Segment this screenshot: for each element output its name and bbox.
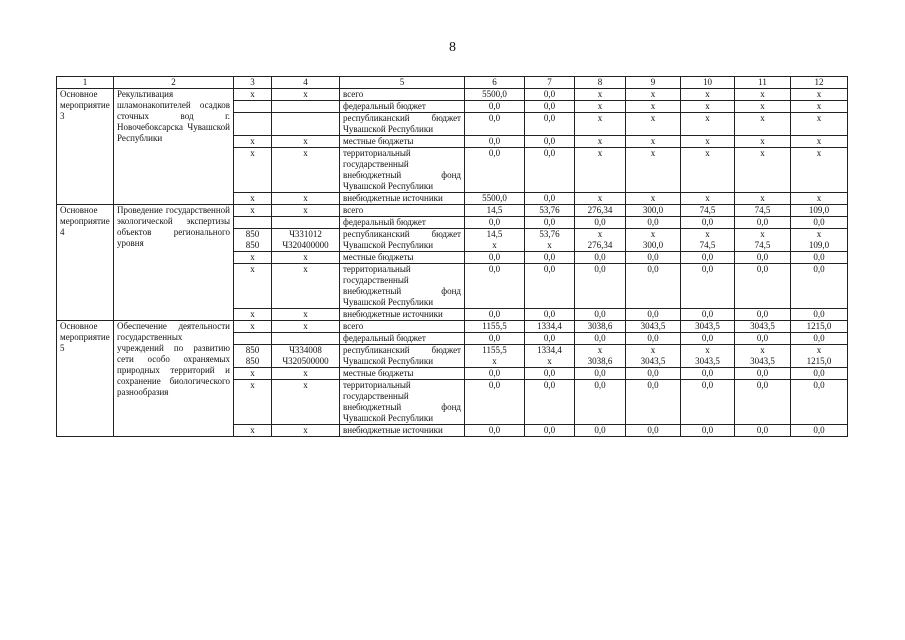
amount-cell: 0,0 xyxy=(735,264,791,309)
funding-source: республиканский бюджет Чувашской Республики xyxy=(340,113,465,136)
column-header: 6 xyxy=(465,77,525,89)
amount-cell: 1215,0 xyxy=(791,321,848,333)
amount-cell xyxy=(735,345,791,368)
cell-line: x xyxy=(492,240,497,250)
amount-cell: 0,0 xyxy=(735,217,791,229)
cell-line: 3038,6 xyxy=(587,356,613,366)
executor-code xyxy=(234,101,272,113)
funding-source: всего xyxy=(340,89,465,101)
event-description: Обеспечение деятельности государственных учреждений по развитию сети особо охраняемых природных территорий и сохранение биологического разнообразия xyxy=(114,321,234,437)
cell-line: 850 xyxy=(245,240,260,250)
cell-line: 3043,5 xyxy=(695,356,720,366)
amount-cell: 300,0 xyxy=(626,205,681,217)
amount-cell: x xyxy=(626,136,681,148)
amount-cell xyxy=(791,345,848,368)
amount-cell: x xyxy=(791,101,848,113)
amount-cell: 0,0 xyxy=(626,252,681,264)
budget-code: x xyxy=(272,193,340,205)
amount-cell: x xyxy=(735,101,791,113)
amount-cell: 0,0 xyxy=(626,309,681,321)
amount-cell: 0,0 xyxy=(525,309,575,321)
amount-cell: 0,0 xyxy=(791,264,848,309)
amount-cell: 0,0 xyxy=(465,217,525,229)
amount-cell: 0,0 xyxy=(575,264,626,309)
budget-code: x xyxy=(272,380,340,425)
cell-line: 1155,5 xyxy=(482,345,507,355)
amount-cell: 3038,6 xyxy=(575,321,626,333)
funding-source: республиканский бюджет Чувашской Республики xyxy=(340,345,465,368)
executor-code xyxy=(234,229,272,252)
funding-source: федеральный бюджет xyxy=(340,217,465,229)
amount-cell: x xyxy=(735,113,791,136)
executor-code: x xyxy=(234,148,272,193)
cell-line: 3043,5 xyxy=(640,356,666,366)
amount-cell: 0,0 xyxy=(681,368,735,380)
amount-cell: 0,0 xyxy=(525,368,575,380)
column-header: 5 xyxy=(340,77,465,89)
cell-line: Ч331012 xyxy=(289,229,322,239)
amount-cell: x xyxy=(681,113,735,136)
budget-code xyxy=(272,101,340,113)
amount-cell: 0,0 xyxy=(465,333,525,345)
amount-cell: 0,0 xyxy=(525,264,575,309)
budget-code: x xyxy=(272,321,340,333)
amount-cell: 0,0 xyxy=(735,380,791,425)
funding-source: местные бюджеты xyxy=(340,136,465,148)
budget-code: x xyxy=(272,309,340,321)
funding-source: местные бюджеты xyxy=(340,252,465,264)
budget-code xyxy=(272,229,340,252)
amount-cell: 0,0 xyxy=(681,333,735,345)
header-row xyxy=(57,77,848,89)
amount-cell xyxy=(735,229,791,252)
cell-line: x xyxy=(760,345,765,355)
cell-line: 14,5 xyxy=(486,229,503,239)
amount-cell: 0,0 xyxy=(575,252,626,264)
budget-code xyxy=(272,113,340,136)
amount-cell: 74,5 xyxy=(735,205,791,217)
amount-cell: x xyxy=(735,148,791,193)
amount-cell: x xyxy=(575,136,626,148)
cell-line: x xyxy=(705,229,710,239)
cell-line: Ч320400000 xyxy=(282,240,329,250)
amount-cell: 0,0 xyxy=(681,252,735,264)
amount-cell: 1334,4 xyxy=(525,321,575,333)
amount-cell: 0,0 xyxy=(626,264,681,309)
budget-code xyxy=(272,345,340,368)
amount-cell: 0,0 xyxy=(735,309,791,321)
page-number: 8 xyxy=(449,40,456,55)
cell-line: x xyxy=(597,345,603,355)
cell-line: 74,5 xyxy=(754,240,771,250)
executor-code: x xyxy=(234,425,272,437)
amount-cell: 5500,0 xyxy=(465,193,525,205)
amount-cell: 0,0 xyxy=(735,425,791,437)
amount-cell: 0,0 xyxy=(626,380,681,425)
budget-code: x xyxy=(272,425,340,437)
budget-code: x xyxy=(272,368,340,380)
cell-line: x xyxy=(547,240,552,250)
amount-cell: 0,0 xyxy=(525,193,575,205)
column-header: 1 xyxy=(57,77,114,89)
amount-cell: x xyxy=(791,193,848,205)
amount-cell: 0,0 xyxy=(791,309,848,321)
table-row xyxy=(57,89,848,101)
amount-cell: x xyxy=(575,148,626,193)
budget-code: x xyxy=(272,136,340,148)
amount-cell: 0,0 xyxy=(525,101,575,113)
funding-source: внебюджетные источники xyxy=(340,309,465,321)
funding-source: всего xyxy=(340,321,465,333)
amount-cell: x xyxy=(791,136,848,148)
amount-cell xyxy=(681,345,735,368)
amount-cell: x xyxy=(681,89,735,101)
amount-cell: 0,0 xyxy=(681,217,735,229)
amount-cell: 0,0 xyxy=(465,309,525,321)
executor-code: x xyxy=(234,368,272,380)
funding-table xyxy=(56,76,848,437)
amount-cell: 0,0 xyxy=(575,333,626,345)
amount-cell: x xyxy=(791,148,848,193)
amount-cell: x xyxy=(626,113,681,136)
amount-cell: x xyxy=(791,89,848,101)
event-name: Основное мероприятие 5 xyxy=(57,321,114,437)
column-header: 12 xyxy=(791,77,848,89)
cell-line: x xyxy=(650,345,656,355)
event-name: Основное мероприятие 4 xyxy=(57,205,114,321)
budget-code: x xyxy=(272,205,340,217)
funding-source: федеральный бюджет xyxy=(340,101,465,113)
executor-code xyxy=(234,345,272,368)
amount-cell: 0,0 xyxy=(465,368,525,380)
budget-code: x xyxy=(272,89,340,101)
funding-source: местные бюджеты xyxy=(340,368,465,380)
amount-cell: x xyxy=(575,193,626,205)
executor-code xyxy=(234,333,272,345)
amount-cell: 0,0 xyxy=(465,101,525,113)
amount-cell: x xyxy=(681,101,735,113)
amount-cell: 0,0 xyxy=(791,368,848,380)
amount-cell: 0,0 xyxy=(735,252,791,264)
amount-cell: 0,0 xyxy=(575,425,626,437)
amount-cell: 0,0 xyxy=(575,380,626,425)
amount-cell: 0,0 xyxy=(525,380,575,425)
amount-cell: 0,0 xyxy=(626,425,681,437)
amount-cell: 109,0 xyxy=(791,205,848,217)
cell-line: 74,5 xyxy=(699,240,716,250)
column-header: 4 xyxy=(272,77,340,89)
amount-cell: 3043,5 xyxy=(626,321,681,333)
amount-cell: 0,0 xyxy=(525,113,575,136)
amount-cell: x xyxy=(575,101,626,113)
cell-line: Ч320500000 xyxy=(282,356,329,366)
executor-code: x xyxy=(234,309,272,321)
amount-cell xyxy=(626,229,681,252)
cell-line: 850 xyxy=(245,229,260,239)
amount-cell: 0,0 xyxy=(575,309,626,321)
column-header: 10 xyxy=(681,77,735,89)
cell-line: 1215,0 xyxy=(806,356,832,366)
amount-cell: 0,0 xyxy=(791,380,848,425)
amount-cell: 5500,0 xyxy=(465,89,525,101)
cell-line: 276,34 xyxy=(587,240,613,250)
table-row xyxy=(57,321,848,333)
amount-cell: 3043,5 xyxy=(735,321,791,333)
cell-line: x xyxy=(597,229,603,239)
executor-code: x xyxy=(234,89,272,101)
amount-cell: 14,5 xyxy=(465,205,525,217)
amount-cell: 0,0 xyxy=(626,217,681,229)
event-description: Рекультивация шламонакопителей осадков сточных вод г. Новочебоксарска Чувашской Республики xyxy=(114,89,234,205)
amount-cell: 53,76 xyxy=(525,205,575,217)
executor-code xyxy=(234,113,272,136)
amount-cell: 0,0 xyxy=(735,333,791,345)
event-name: Основное мероприятие 3 xyxy=(57,89,114,205)
executor-code: x xyxy=(234,252,272,264)
table-row xyxy=(57,205,848,217)
amount-cell: 0,0 xyxy=(465,425,525,437)
amount-cell: x xyxy=(626,89,681,101)
amount-cell: 0,0 xyxy=(791,217,848,229)
executor-code: x xyxy=(234,136,272,148)
amount-cell: 0,0 xyxy=(791,425,848,437)
amount-cell: 0,0 xyxy=(791,252,848,264)
amount-cell: 1155,5 xyxy=(465,321,525,333)
budget-code: x xyxy=(272,252,340,264)
amount-cell: 0,0 xyxy=(681,425,735,437)
amount-cell: 0,0 xyxy=(465,264,525,309)
amount-cell: x xyxy=(626,101,681,113)
amount-cell: 0,0 xyxy=(791,333,848,345)
amount-cell xyxy=(626,345,681,368)
amount-cell xyxy=(791,229,848,252)
column-header: 7 xyxy=(525,77,575,89)
amount-cell: x xyxy=(735,89,791,101)
column-header: 11 xyxy=(735,77,791,89)
cell-line: 850 xyxy=(245,345,260,355)
amount-cell: 0,0 xyxy=(465,252,525,264)
cell-line: 109,0 xyxy=(808,240,830,250)
budget-code: x xyxy=(272,148,340,193)
executor-code: x xyxy=(234,321,272,333)
amount-cell: x xyxy=(735,136,791,148)
amount-cell: 0,0 xyxy=(525,136,575,148)
amount-cell: x xyxy=(626,148,681,193)
cell-line: 1334,4 xyxy=(537,345,562,355)
cell-line: 850 xyxy=(245,356,260,366)
executor-code: x xyxy=(234,193,272,205)
cell-line: Ч334008 xyxy=(289,345,322,355)
amount-cell: 0,0 xyxy=(681,309,735,321)
funding-source: внебюджетные источники xyxy=(340,193,465,205)
executor-code xyxy=(234,217,272,229)
cell-line: x xyxy=(705,345,710,355)
funding-source: территориальный государственный внебюджетный фонд Чувашской Республики xyxy=(340,380,465,425)
column-header: 3 xyxy=(234,77,272,89)
amount-cell: 0,0 xyxy=(525,425,575,437)
amount-cell: 0,0 xyxy=(525,89,575,101)
budget-code xyxy=(272,217,340,229)
amount-cell: 74,5 xyxy=(681,205,735,217)
amount-cell: x xyxy=(681,148,735,193)
column-header: 9 xyxy=(626,77,681,89)
executor-code: x xyxy=(234,264,272,309)
amount-cell xyxy=(465,229,525,252)
amount-cell: x xyxy=(735,193,791,205)
event-description: Проведение государственной экологической экспертизы объектов регионального уровня xyxy=(114,205,234,321)
amount-cell: x xyxy=(681,193,735,205)
cell-line: x xyxy=(760,229,765,239)
funding-source: федеральный бюджет xyxy=(340,333,465,345)
amount-cell: 0,0 xyxy=(465,380,525,425)
cell-line: 3043,5 xyxy=(750,356,775,366)
executor-code: x xyxy=(234,205,272,217)
amount-cell xyxy=(525,229,575,252)
funding-source: внебюджетные источники xyxy=(340,425,465,437)
amount-cell: 0,0 xyxy=(681,264,735,309)
budget-code xyxy=(272,333,340,345)
amount-cell: 0,0 xyxy=(681,380,735,425)
amount-cell xyxy=(575,229,626,252)
amount-cell: x xyxy=(791,113,848,136)
cell-line: x xyxy=(650,229,656,239)
amount-cell: 0,0 xyxy=(525,148,575,193)
funding-source: территориальный государственный внебюджетный фонд Чувашской Республики xyxy=(340,148,465,193)
amount-cell: 0,0 xyxy=(465,136,525,148)
amount-cell xyxy=(465,345,525,368)
cell-line: 53,76 xyxy=(539,229,560,239)
amount-cell: 0,0 xyxy=(575,368,626,380)
amount-cell: 0,0 xyxy=(626,333,681,345)
amount-cell: 0,0 xyxy=(525,252,575,264)
cell-line: x xyxy=(492,356,497,366)
column-header: 2 xyxy=(114,77,234,89)
cell-line: x xyxy=(816,345,822,355)
cell-line: x xyxy=(816,229,822,239)
executor-code: x xyxy=(234,380,272,425)
amount-cell: 0,0 xyxy=(735,368,791,380)
funding-source: всего xyxy=(340,205,465,217)
amount-cell: 0,0 xyxy=(465,113,525,136)
amount-cell: x xyxy=(626,193,681,205)
amount-cell: 0,0 xyxy=(626,368,681,380)
amount-cell: 0,0 xyxy=(525,333,575,345)
amount-cell xyxy=(575,345,626,368)
funding-source: территориальный государственный внебюджетный фонд Чувашской Республики xyxy=(340,264,465,309)
cell-line: 300,0 xyxy=(642,240,664,250)
amount-cell: 3043,5 xyxy=(681,321,735,333)
amount-cell: x xyxy=(681,136,735,148)
funding-source: республиканский бюджет Чувашской Республики xyxy=(340,229,465,252)
amount-cell: x xyxy=(575,89,626,101)
amount-cell: 276,34 xyxy=(575,205,626,217)
cell-line: x xyxy=(547,356,552,366)
amount-cell xyxy=(681,229,735,252)
budget-code: x xyxy=(272,264,340,309)
column-header: 8 xyxy=(575,77,626,89)
amount-cell: x xyxy=(575,113,626,136)
amount-cell: 0,0 xyxy=(465,148,525,193)
amount-cell: 0,0 xyxy=(525,217,575,229)
amount-cell xyxy=(525,345,575,368)
amount-cell: 0,0 xyxy=(575,217,626,229)
